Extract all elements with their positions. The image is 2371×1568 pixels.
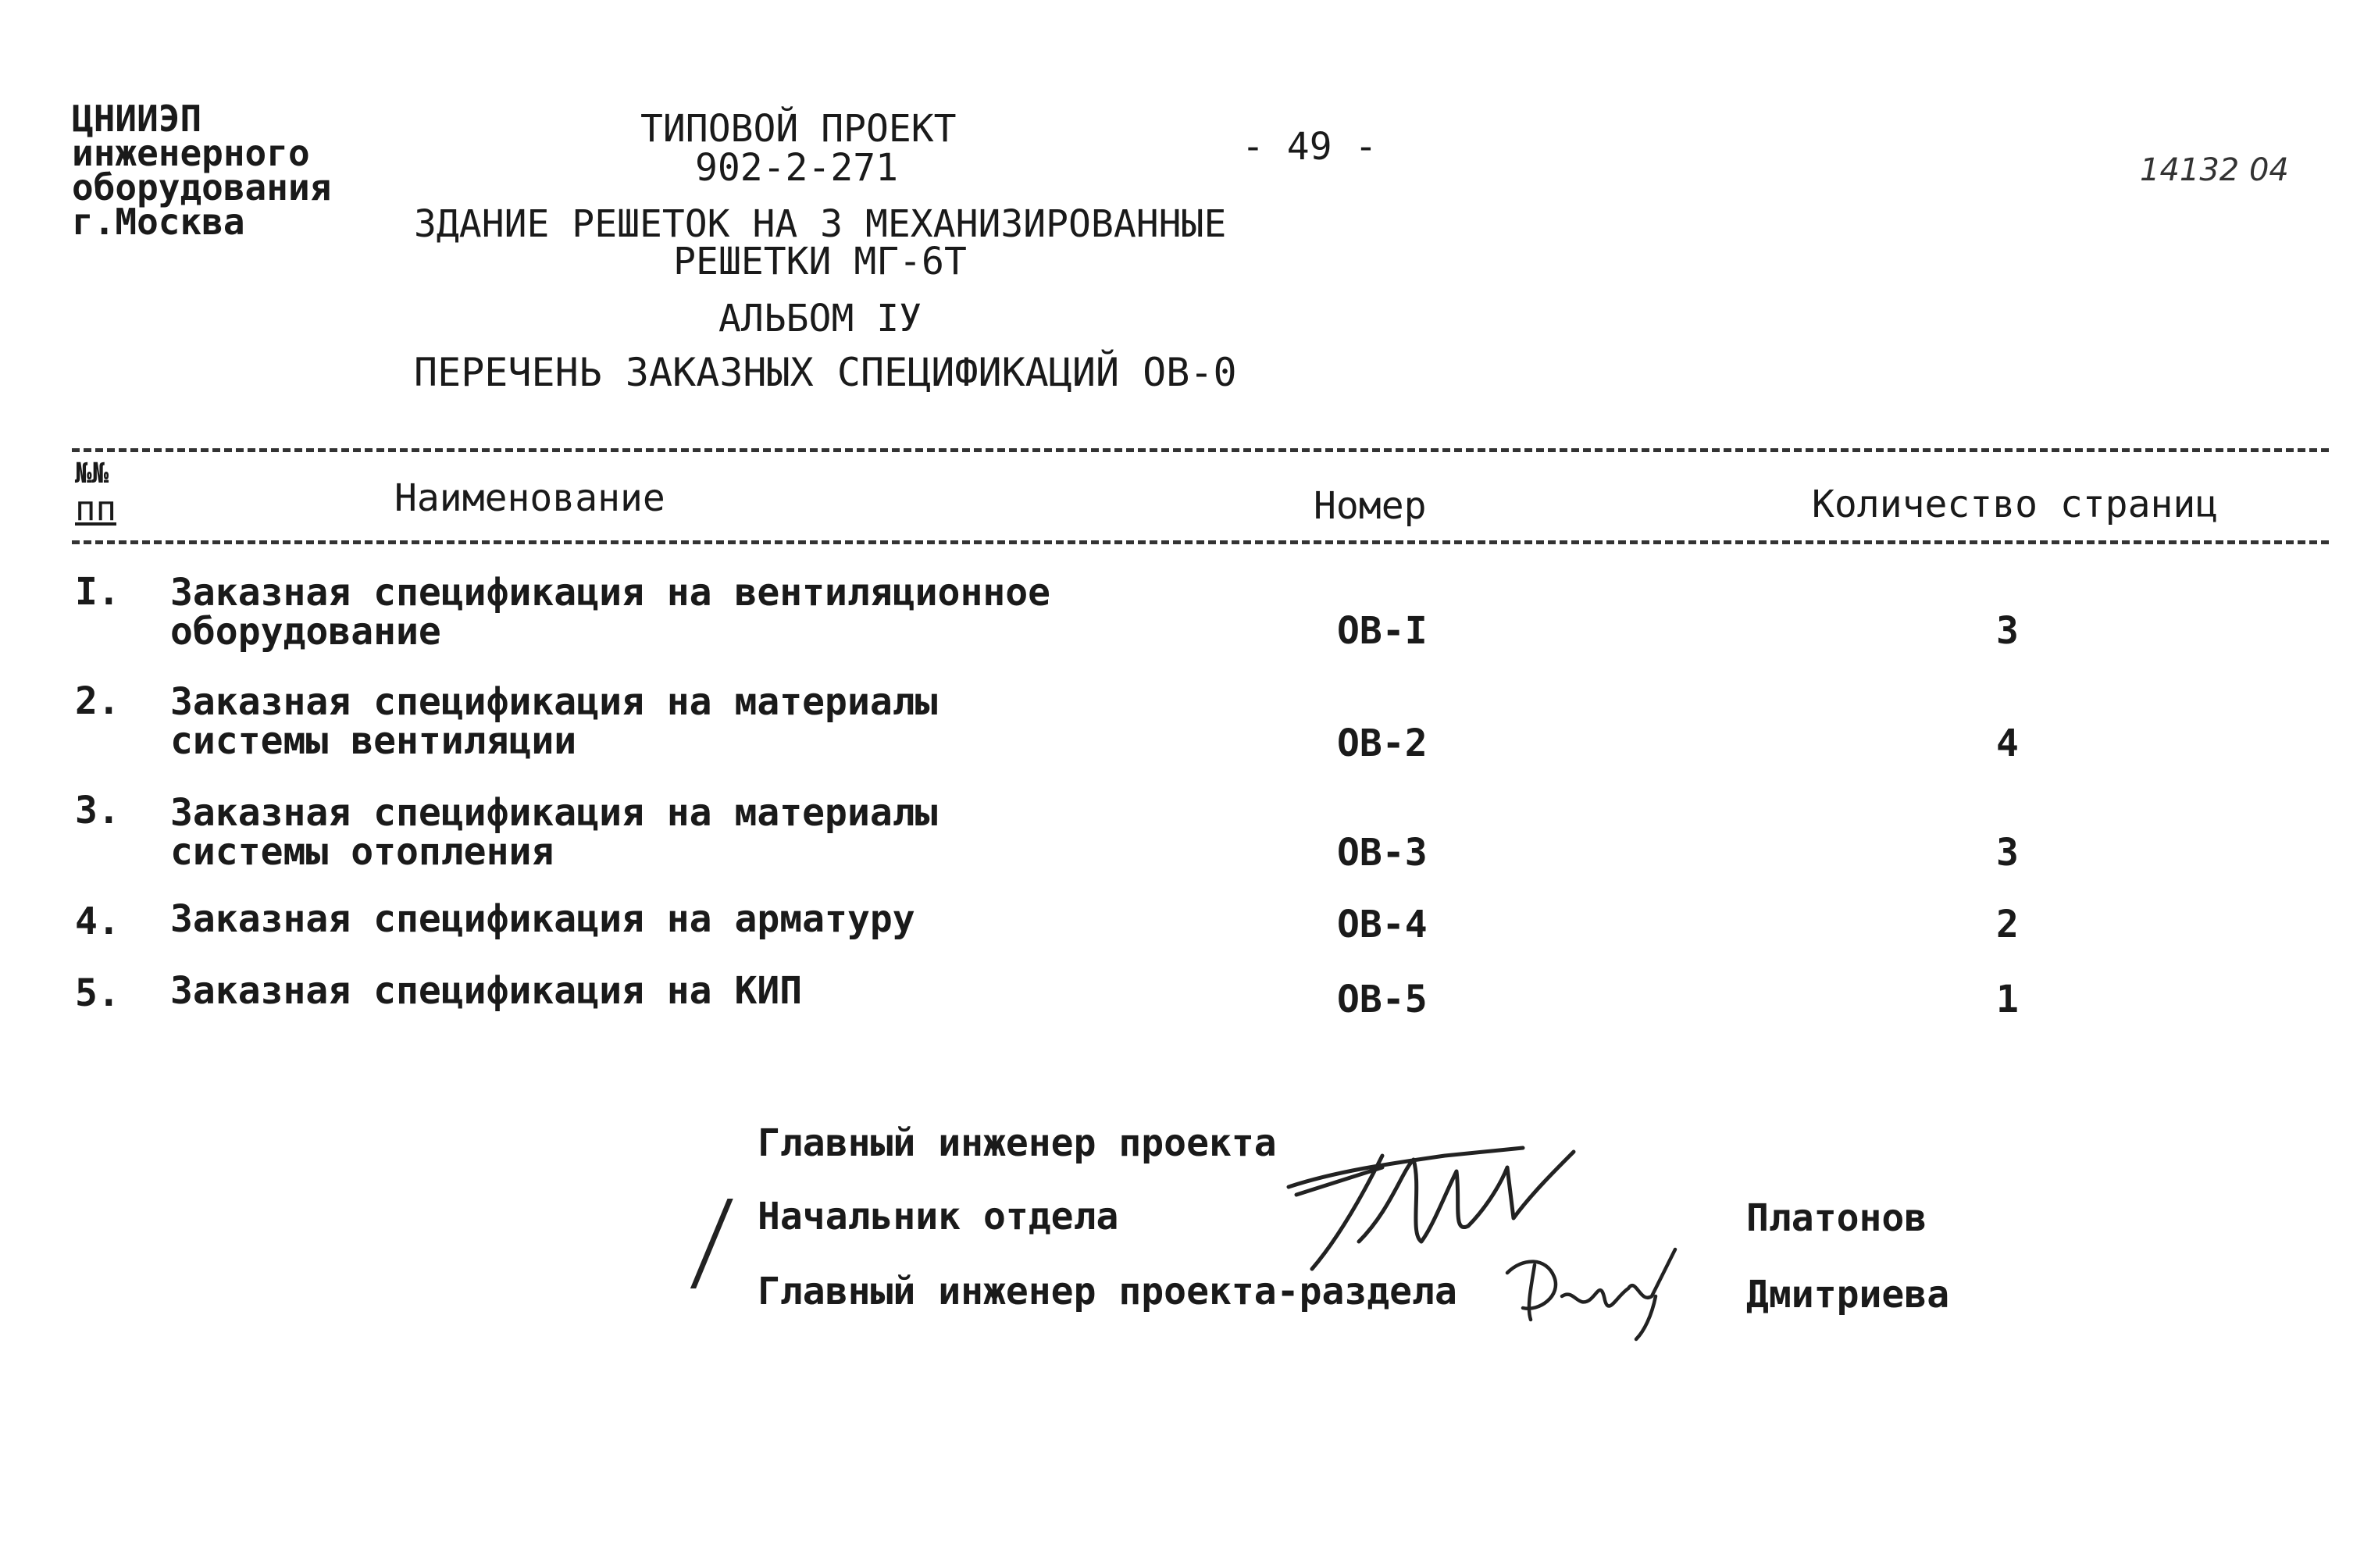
row-number: ОВ-3 <box>1337 831 1428 875</box>
column-header-pages: Количество страниц <box>1812 483 2219 526</box>
signatory-name-dmitrieva: Дмитриева <box>1746 1273 1950 1317</box>
project-code: 902-2-271 <box>694 146 899 190</box>
table-top-rule <box>72 448 2329 452</box>
row-number: ОВ-I <box>1337 609 1428 653</box>
column-header-number: Номер <box>1314 484 1427 528</box>
title-line-2: РЕШЕТКИ МГ-6Т <box>673 240 967 283</box>
row-pages: 1 <box>1996 978 2019 1021</box>
row-name-line: Заказная спецификация на материалы <box>170 791 938 835</box>
row-pages: 4 <box>1996 722 2019 765</box>
column-header-index-top: №№ <box>75 458 109 490</box>
project-type: ТИПОВОЙ ПРОЕКТ <box>640 107 957 151</box>
row-index: 2. <box>75 679 120 723</box>
row-name-line: системы вентиляции <box>170 719 577 763</box>
signature-role-chief-engineer: Главный инженер проекта <box>758 1121 1277 1165</box>
row-name-line: оборудование <box>170 610 441 654</box>
row-name-line: Заказная спецификация на вентиляционное <box>170 571 1051 615</box>
row-name <box>170 791 938 874</box>
column-header-name: Наименование <box>394 476 665 520</box>
organization-line: ЦНИИЭП <box>72 98 202 140</box>
organization-line: г.Москва <box>72 201 245 243</box>
row-name-line: Заказная спецификация на арматуру <box>170 897 915 941</box>
row-name <box>170 682 938 761</box>
row-index: 5. <box>75 971 120 1015</box>
row-name-line: системы отопления <box>170 830 554 874</box>
row-name-line: Заказная спецификация на КИП <box>170 969 803 1013</box>
table-header-rule <box>72 540 2329 544</box>
album-label: АЛЬБОМ IУ <box>718 297 922 340</box>
signature-role-section-engineer: Главный инженер проекта-раздела <box>758 1270 1457 1313</box>
page-number: - 49 - <box>1242 125 1378 169</box>
margin-slash-mark: / <box>686 1178 737 1305</box>
row-number: ОВ-4 <box>1337 903 1428 946</box>
row-name <box>170 571 1051 654</box>
signature-role-department-head: Начальник отдела <box>758 1195 1119 1238</box>
organization-line: оборудования <box>72 166 332 208</box>
row-index: 3. <box>75 789 120 832</box>
row-name-line: Заказная спецификация на материалы <box>170 680 938 724</box>
list-title: ПЕРЕЧЕНЬ ЗАКАЗНЫХ СПЕЦИФИКАЦИЙ ОВ-0 <box>414 350 1237 395</box>
document-number: 14132 04 <box>2140 152 2289 188</box>
organization-line: инженерного <box>72 132 310 174</box>
row-number: ОВ-5 <box>1337 978 1428 1021</box>
row-pages: 2 <box>1996 903 2019 946</box>
row-index: 4. <box>75 900 120 943</box>
row-number: ОВ-2 <box>1337 722 1428 765</box>
title-line-1: ЗДАНИЕ РЕШЕТОК НА 3 МЕХАНИЗИРОВАННЫЕ <box>414 202 1227 246</box>
row-index: I. <box>75 570 120 614</box>
row-pages: 3 <box>1996 609 2019 653</box>
row-name <box>170 897 915 941</box>
row-pages: 3 <box>1996 831 2019 875</box>
column-header-index-bottom: пп <box>75 489 116 529</box>
row-name <box>170 969 803 1013</box>
handwritten-signature-dmitrieva <box>1499 1234 1702 1343</box>
signatory-name-platonov: Платонов <box>1746 1196 1927 1240</box>
organization-block <box>72 98 332 243</box>
